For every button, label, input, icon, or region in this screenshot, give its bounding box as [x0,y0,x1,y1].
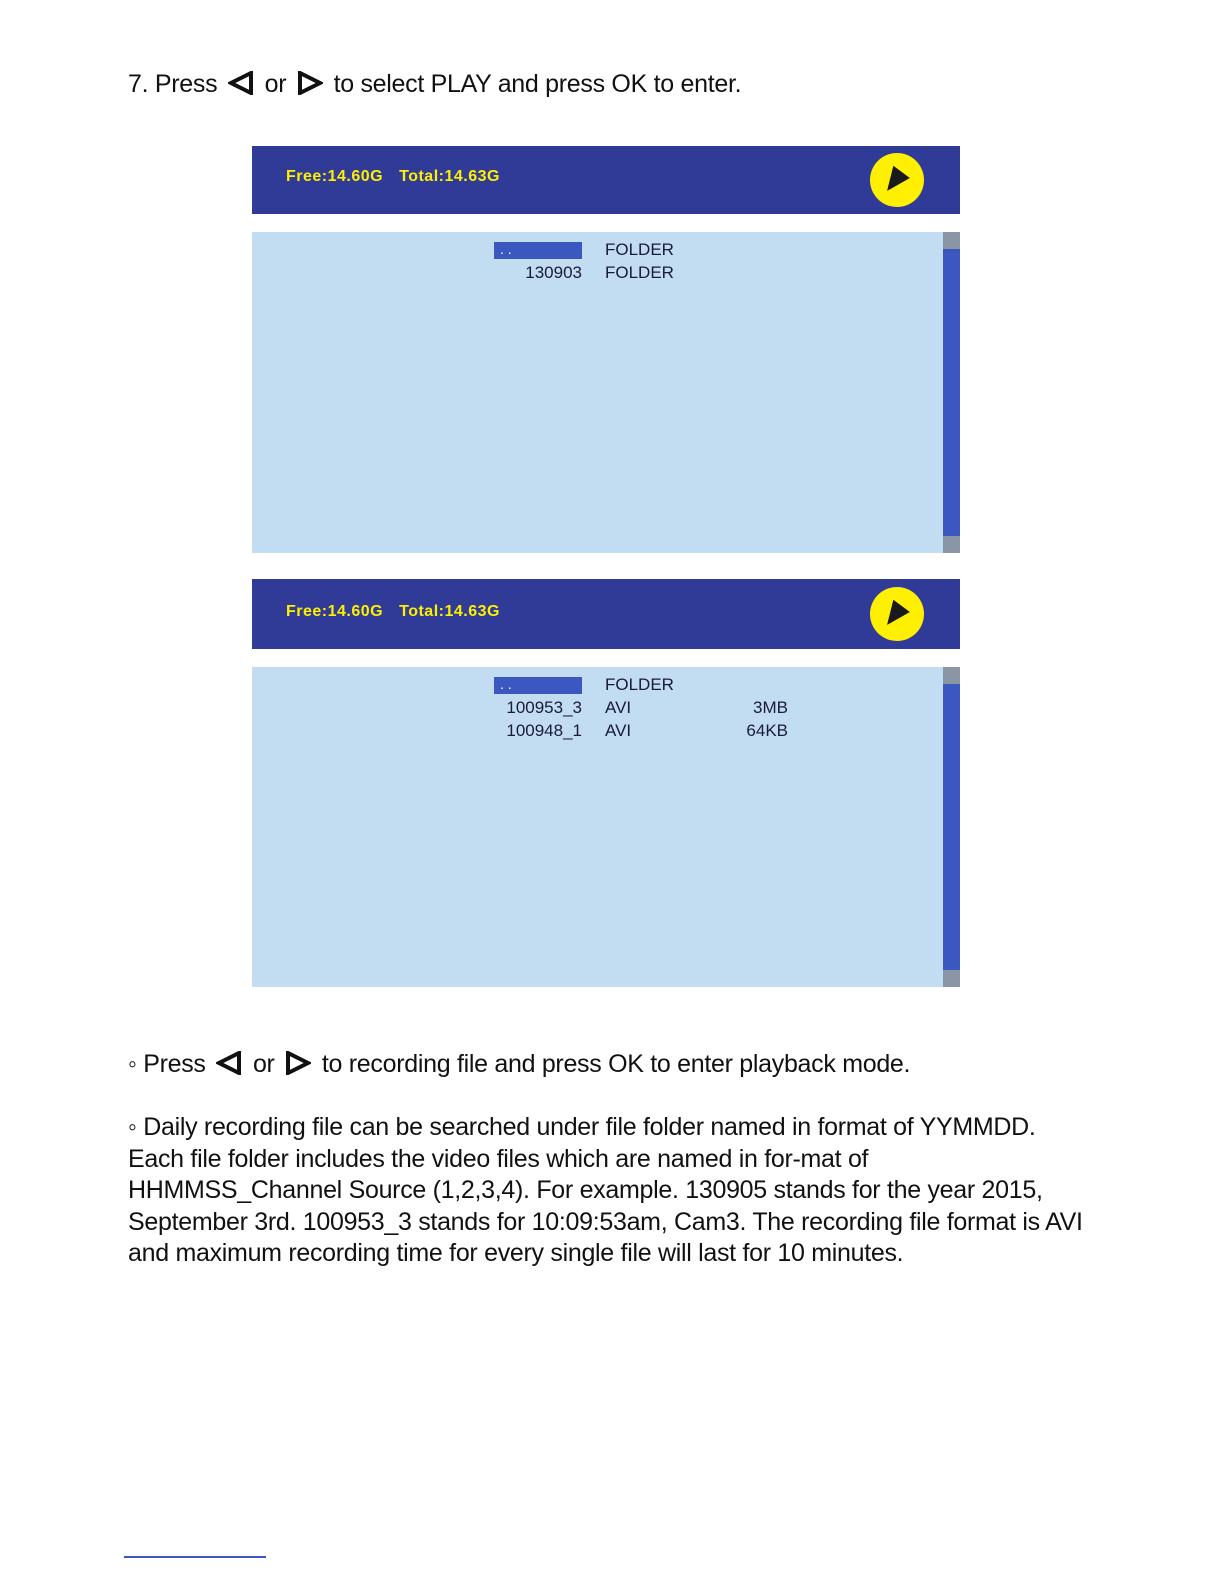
free-space: Free:14.60G [286,168,384,185]
storage-header [252,146,960,214]
left-triangle-icon [216,1051,242,1075]
storage-header [252,579,960,649]
item-name: . . [494,242,582,259]
scrollbar[interactable] [943,232,960,553]
item-name: . . [494,677,582,694]
file-list [252,232,960,553]
total-space: Total:14.63G [399,168,500,185]
bullet1-prefix: ◦ Press [128,1050,206,1078]
dvr-screen-files [252,579,960,987]
item-type: AVI [605,721,632,740]
dvr-screen-folders [252,146,960,553]
bullet1-or: or [252,1050,275,1078]
play-icon[interactable] [870,587,924,641]
storage-info [286,168,516,186]
bullet-playback [128,1050,910,1079]
step-instruction [128,70,741,99]
scroll-up[interactable] [943,667,960,684]
play-icon[interactable] [870,153,924,207]
item-size: 64KB [746,721,788,740]
item-type: FOLDER [605,240,674,259]
scroll-down[interactable] [943,970,960,987]
total-space: Total:14.63G [399,603,500,620]
item-size: 3MB [753,698,788,717]
footer-divider [124,1556,266,1558]
scrollbar[interactable] [943,667,960,987]
left-triangle-icon [228,71,254,95]
bullet1-suffix: to recording file and press OK to enter playback mode. [321,1050,911,1078]
item-type: FOLDER [605,675,674,694]
step-prefix: 7. Press [128,70,218,98]
item-type: FOLDER [605,263,674,282]
item-type: AVI [605,698,632,717]
item-name: 100953_3 [506,698,582,717]
item-name: 100948_1 [506,721,582,740]
file-list [252,667,960,987]
scroll-down[interactable] [943,536,960,553]
bullet-description: ◦ Daily recording file can be searched under file folder named in format of YYMMDD. Each file folder includes the video files which are named in for-mat of HHMMSS_Channel Source (1,2,3,4). For example. 130905 stands for the year 2015, September 3rd. 100953_3 stands for 10:09:53am, Cam3. The recording file format is AVI and maximum recording time for every single file will last for 10 minutes. [128,1113,1083,1268]
storage-info [286,603,516,621]
scroll-up[interactable] [943,232,960,249]
step-or: or [264,70,287,98]
free-space: Free:14.60G [286,603,384,620]
item-name: 130903 [525,263,582,282]
right-triangle-icon [297,71,323,95]
step-suffix: to select PLAY and press OK to enter. [333,70,742,98]
right-triangle-icon [285,1051,311,1075]
